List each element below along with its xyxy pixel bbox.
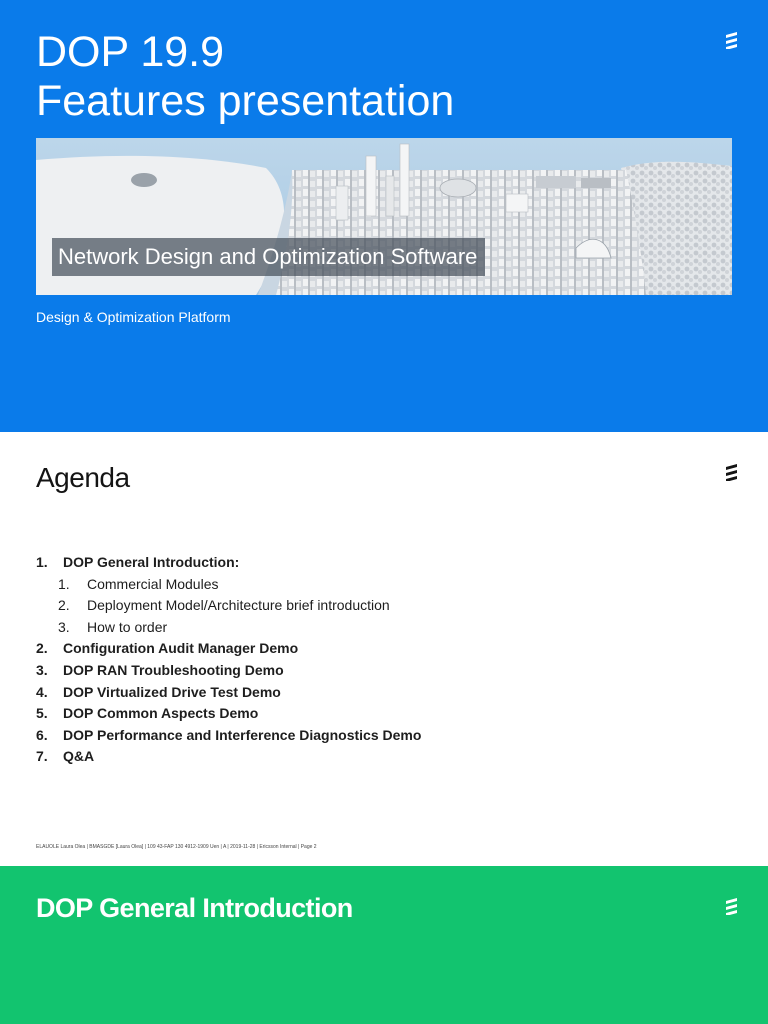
agenda-item-number: 7. — [36, 748, 48, 765]
agenda-item-number: 6. — [36, 726, 48, 743]
agenda-item-number: 5. — [36, 705, 48, 722]
agenda-item-number: 2. — [36, 640, 48, 657]
banner-caption: Network Design and Optimization Software — [52, 238, 485, 276]
title-line-1: DOP 19.9 — [36, 28, 225, 76]
agenda-item-text: DOP General Introduction: — [63, 554, 240, 570]
agenda-item-text: Q&A — [63, 748, 95, 765]
presentation-title — [36, 28, 454, 126]
agenda-item-text: DOP Common Aspects Demo — [63, 705, 259, 722]
title-line-2: Features presentation — [36, 77, 455, 125]
section-slide — [0, 866, 768, 1024]
title-slide — [0, 0, 768, 432]
section-title: DOP General Introduction — [36, 893, 353, 923]
agenda-subitem-number: 3. — [58, 618, 70, 635]
agenda-item-number: 3. — [36, 661, 48, 678]
agenda-item-text: DOP Virtualized Drive Test Demo — [63, 683, 281, 700]
ericsson-logo-icon — [725, 463, 739, 481]
agenda-subitem-number: 1. — [58, 575, 70, 592]
slide-footer: ELAUOLE Laura Olea | BMASGDE [Laura Olea] | 109 43-FAP 130 4912-1909 Uen | A | 2019-11-28 | Ericsson Internal | Page 2 — [36, 844, 317, 850]
agenda-subitem-text: Deployment Model/Architecture brief introduction — [87, 597, 390, 614]
ericsson-logo-icon — [725, 897, 739, 915]
agenda-title: Agenda — [36, 462, 130, 493]
ericsson-logo-icon — [725, 31, 739, 49]
agenda-subitem-text: Commercial Modules — [87, 575, 219, 592]
subtitle: Design & Optimization Platform — [36, 309, 231, 325]
agenda-item-text: DOP Performance and Interference Diagnostics Demo — [63, 726, 422, 743]
agenda-item-text: Configuration Audit Manager Demo — [63, 640, 299, 657]
agenda-subitem-number: 2. — [58, 597, 70, 614]
agenda-subitem-text: How to order — [87, 618, 168, 635]
agenda-item-number: 1. — [36, 554, 48, 570]
agenda-item-number: 4. — [36, 683, 48, 700]
agenda-item-text: DOP RAN Troubleshooting Demo — [63, 661, 284, 678]
